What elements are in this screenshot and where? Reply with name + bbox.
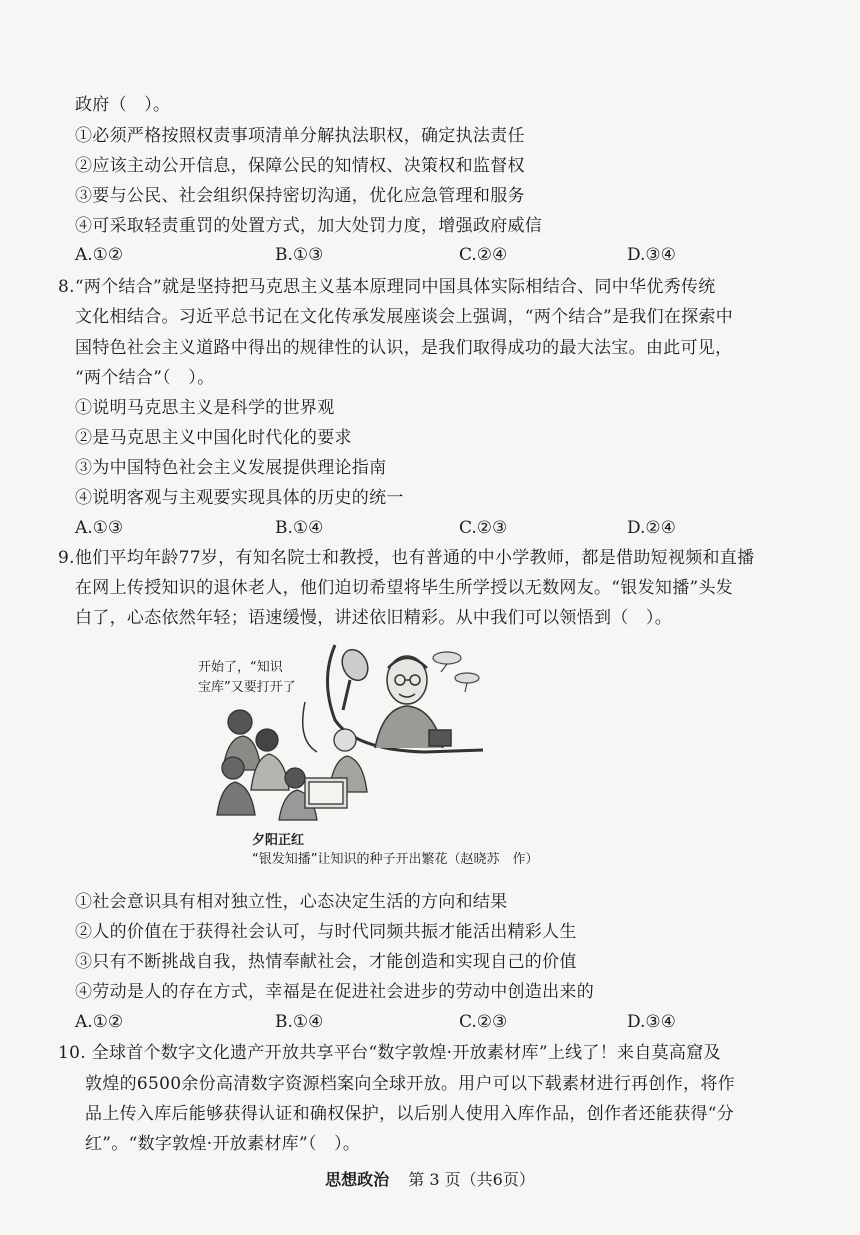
q8-choice-a: A.①③ — [75, 518, 124, 538]
q7-choice-c: C.②④ — [459, 245, 508, 265]
q10-stem-line-2: 敦煌的6500余份高清数字资源档案向全球开放。用户可以下载素材进行再创作，将作 — [85, 1074, 735, 1094]
q9-choice-b: B.①④ — [275, 1012, 324, 1032]
footer-subject: 思想政治 — [325, 1170, 390, 1189]
q9-choice-d: D.③④ — [627, 1012, 676, 1032]
q9-choice-c: C.②③ — [459, 1012, 508, 1032]
q8-option-4: ④说明客观与主观要实现具体的历史的统一 — [75, 488, 404, 508]
page-footer — [0, 1168, 860, 1192]
q7-option-4: ④可采取轻责重罚的处置方式，加大处罚力度，增强政府威信 — [75, 216, 543, 236]
elderly-lecturer-figure — [375, 656, 451, 748]
q8-option-3: ③为中国特色社会主义发展提供理论指南 — [75, 458, 387, 478]
q9-choice-a: A.①② — [75, 1012, 124, 1032]
cartoon-caption: “银发知播”让知识的种子开出繁花（赵晓苏 作） — [252, 852, 539, 867]
q7-choices — [75, 243, 715, 267]
footer-page-number: 第 3 页（共6页） — [408, 1170, 535, 1189]
q10-stem-line-1: 10. 全球首个数字文化遗产开放共享平台“数字敦煌·开放素材库”上线了！来自莫高窟及 — [58, 1043, 721, 1063]
q7-option-2: ②应该主动公开信息，保障公民的知情权、决策权和监督权 — [75, 156, 525, 176]
q10-stem-line-4: 红”。“数字敦煌·开放素材库”（ ）。 — [85, 1134, 361, 1154]
q8-stem-line-3: 国特色社会主义道路中得出的规律性的认识，是我们取得成功的最大法宝。由此可见， — [75, 338, 733, 358]
q9-stem-line-1: 9.他们平均年龄77岁，有知名院士和教授，也有普通的中小学教师，都是借助短视频和直播 — [58, 548, 755, 568]
cartoon-speech-line-2: 宝库”又要打开了 — [198, 680, 296, 695]
q7-option-3: ③要与公民、社会组织保持密切沟通，优化应急管理和服务 — [75, 186, 525, 206]
q7-choice-a: A.①② — [75, 245, 124, 265]
q7-choice-b: B.①③ — [275, 245, 324, 265]
speech-tail — [303, 702, 317, 752]
q8-option-2: ②是马克思主义中国化时代化的要求 — [75, 428, 352, 448]
cartoon-label: 夕阳正红 — [252, 833, 305, 848]
lamp-icons — [433, 652, 479, 692]
q8-stem-line-1: 8.“两个结合”就是坚持把马克思主义基本原理同中国具体实际相结合、同中华优秀传统 — [58, 277, 716, 297]
q9-choices — [75, 1010, 715, 1034]
q7-option-1: ①必须严格按照权责事项清单分解执法职权，确定执法责任 — [75, 126, 525, 146]
paddle-icon — [337, 645, 372, 710]
q9-stem-line-3: 白了，心态依然年轻；语速缓慢，讲述依旧精彩。从中我们可以领悟到（ ）。 — [75, 608, 672, 628]
q9-stem-line-2: 在网上传授知识的退休老人，他们迫切希望将毕生所学授以无数网友。“银发知播”头发 — [75, 578, 734, 598]
q8-choices — [75, 516, 715, 540]
q8-option-1: ①说明马克思主义是科学的世界观 — [75, 398, 335, 418]
q8-choice-d: D.②④ — [627, 518, 676, 538]
q9-option-4: ④劳动是人的存在方式，幸福是在促进社会进步的劳动中创造出来的 — [75, 982, 594, 1002]
q7-stem-tail: 政府（ ）。 — [75, 95, 171, 115]
q8-stem-line-4: “两个结合”（ ）。 — [75, 368, 215, 388]
cartoon-speech-line-1: 开始了，“知识 — [198, 660, 283, 675]
q8-stem-line-2: 文化相结合。习近平总书记在文化传承发展座谈会上强调，“两个结合”是我们在探索中 — [75, 307, 734, 327]
q9-option-2: ②人的价值在于获得社会认可，与时代同频共振才能活出精彩人生 — [75, 922, 577, 942]
q8-choice-c: C.②③ — [459, 518, 508, 538]
audience-group — [217, 710, 367, 820]
q8-choice-b: B.①④ — [275, 518, 324, 538]
q10-stem-line-3: 品上传入库后能够获得认证和确权保护，以后别人使用入库作品，创作者还能获得“分 — [85, 1104, 735, 1124]
q9-option-3: ③只有不断挑战自我，热情奉献社会，才能创造和实现自己的价值 — [75, 952, 577, 972]
q7-choice-d: D.③④ — [627, 245, 676, 265]
q9-option-1: ①社会意识具有相对独立性，心态决定生活的方向和结果 — [75, 892, 508, 912]
